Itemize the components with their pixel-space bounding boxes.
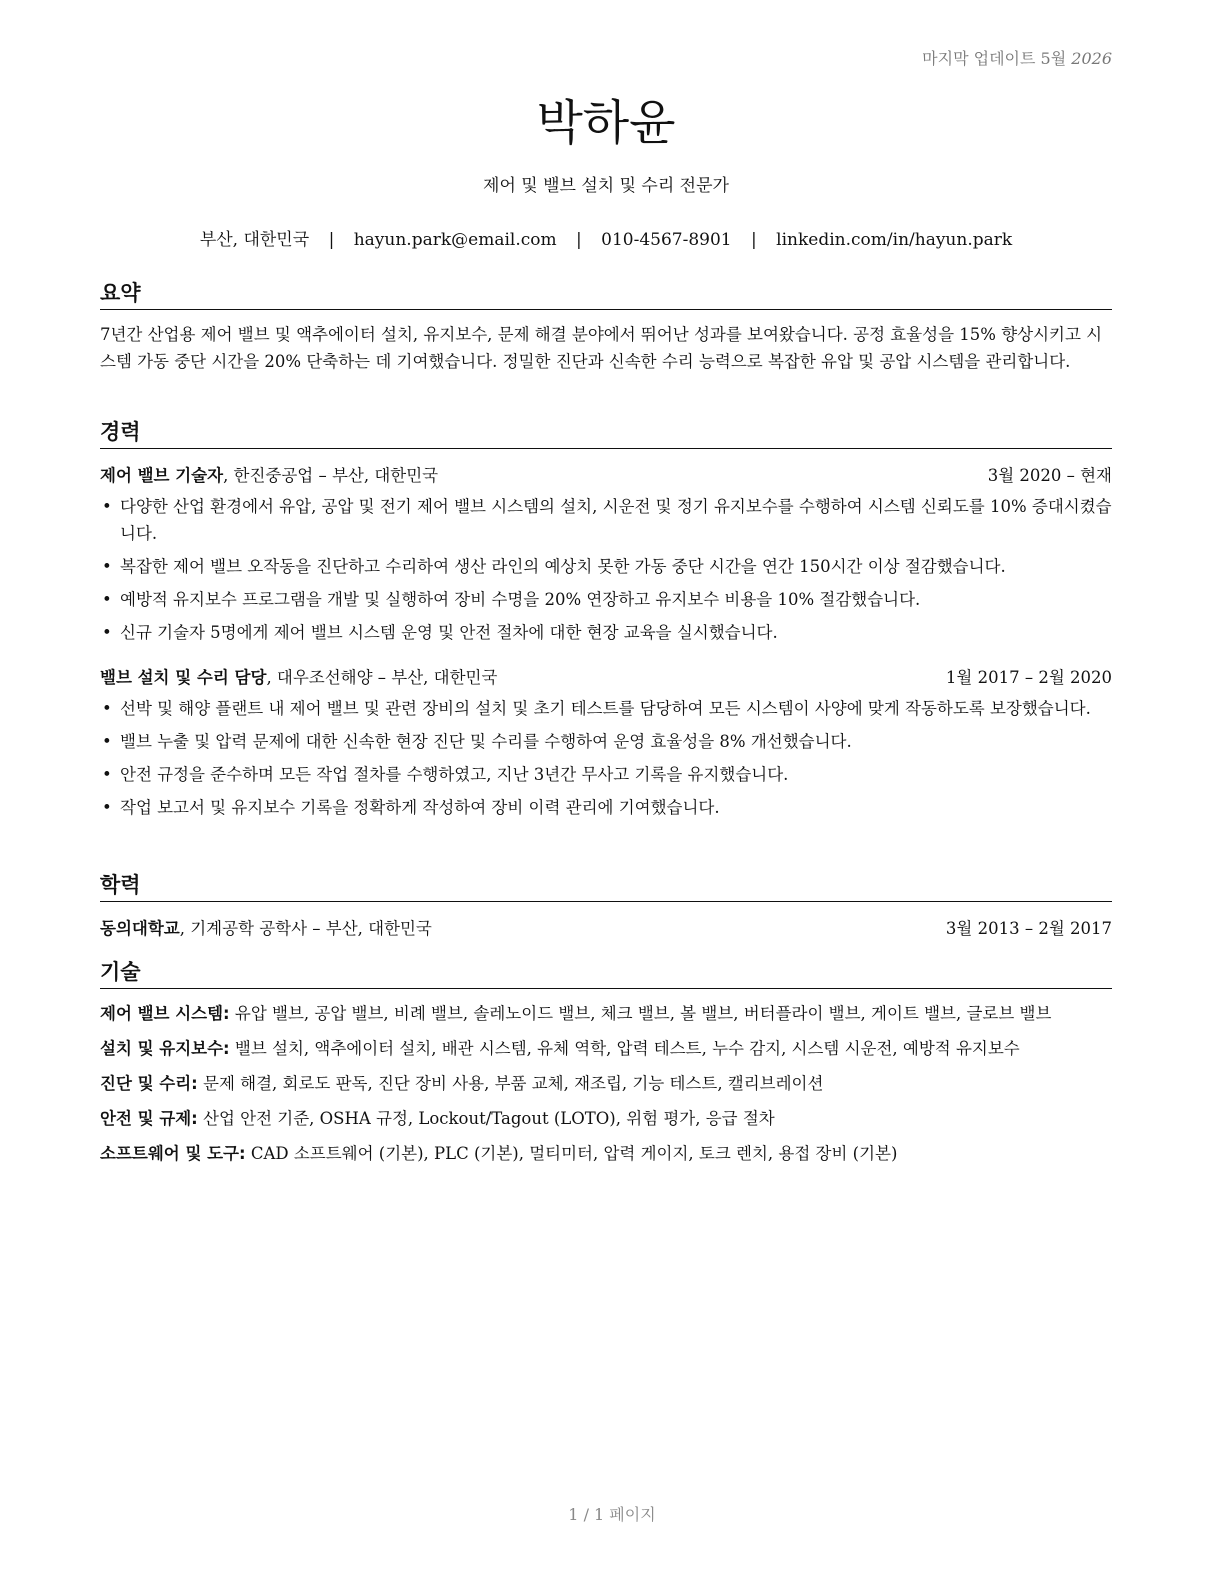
skill-label: 진단 및 수리: (100, 1074, 198, 1093)
list-item (100, 728, 1112, 755)
skill-value: CAD 소프트웨어 (기본), PLC (기본), 멀티미터, 압력 게이지, 토크 렌치, 용접 장비 (기본) (245, 1144, 898, 1163)
job-dates: 1월 2017 – 2월 2020 (945, 668, 1112, 687)
skill-value: 밸브 설치, 액추에이터 설치, 배관 시스템, 유체 역학, 압력 테스트, 누수 감지, 시스템 시운전, 예방적 유지보수 (229, 1039, 1020, 1058)
summary-text: 7년간 산업용 제어 밸브 및 액추에이터 설치, 유지보수, 문제 해결 분야에서 뛰어난 성과를 보여왔습니다. 공정 효율성을 15% 향상시키고 시스템 가동 중단 시간을 20% 단축하는 데 기여했습니다. 정밀한 진단과 신속한 수리 능력으로 복잡한 유압 및 공압 시스템을 관리합니다. (100, 325, 1103, 371)
bullet-text: 다양한 산업 환경에서 유압, 공압 및 전기 제어 밸브 시스템의 설치, 시운전 및 정기 유지보수를 수행하여 시스템 신뢰도를 10% 증대시켰습니다. (120, 497, 1112, 543)
contact-separator: | (328, 230, 335, 250)
job-title-line (100, 664, 497, 691)
skill-item (100, 1036, 1112, 1062)
skill-label: 설치 및 유지보수: (100, 1039, 230, 1058)
last-updated-month: 5월 (1040, 49, 1067, 68)
person-name: 박하윤 (536, 95, 676, 151)
bullet-icon: • (102, 699, 112, 718)
bullet-text: 안전 규정을 준수하며 모든 작업 절차를 수행하였고, 지난 3년간 무사고 기록을 유지했습니다. (120, 765, 789, 784)
education-heading: 학력 (100, 869, 1112, 902)
list-item (100, 493, 1112, 547)
list-item (100, 553, 1112, 580)
last-updated-prefix: 마지막 업데이트 (922, 49, 1036, 68)
education-detail: , 기계공학 공학사 – 부산, 대한민국 (179, 919, 432, 938)
skills-list (100, 1001, 1112, 1167)
job-title-line (100, 462, 438, 489)
bullet-text: 복잡한 제어 밸브 오작동을 진단하고 수리하여 생산 라인의 예상치 못한 가동 중단 시간을 연간 150시간 이상 절감했습니다. (120, 557, 1006, 576)
education-section (100, 869, 1112, 942)
bullet-icon: • (102, 557, 112, 576)
job-dates: 3월 2020 – 현재 (987, 466, 1112, 485)
list-item (100, 794, 1112, 821)
job-title: 제어 밸브 기술자 (100, 466, 224, 485)
job-bullets (100, 493, 1112, 646)
bullet-icon: • (102, 497, 112, 516)
school-name: 동의대학교 (100, 919, 180, 938)
headline: 제어 및 밸브 설치 및 수리 전문가 (483, 176, 729, 196)
list-item (100, 619, 1112, 646)
skill-value: 산업 안전 기준, OSHA 규정, Lockout/Tagout (LOTO), 위험 평가, 응급 절차 (197, 1109, 775, 1128)
bullet-icon: • (102, 590, 112, 609)
skill-item (100, 1106, 1112, 1132)
page-number: 1 / 1 페이지 (568, 1505, 656, 1524)
education-dates: 3월 2013 – 2월 2017 (945, 919, 1112, 938)
skills-heading: 기술 (100, 956, 1112, 989)
list-item (100, 761, 1112, 788)
last-updated (922, 46, 1112, 69)
list-item (100, 586, 1112, 613)
bullet-icon: • (102, 732, 112, 751)
job-bullets (100, 695, 1112, 821)
contact-phone: 010-4567-8901 (601, 230, 732, 250)
education-entry (100, 915, 1112, 942)
skill-value: 문제 해결, 회로도 판독, 진단 장비 사용, 부품 교체, 재조립, 기능 테스트, 캘리브레이션 (197, 1074, 824, 1093)
job-org: , 한진중공업 – 부산, 대한민국 (223, 466, 439, 485)
skill-value: 유압 밸브, 공압 밸브, 비례 밸브, 솔레노이드 밸브, 체크 밸브, 볼 밸브, 버터플라이 밸브, 게이트 밸브, 글로브 밸브 (229, 1004, 1052, 1023)
contact-linkedin[interactable]: linkedin.com/in/hayun.park (776, 230, 1013, 250)
summary-section (100, 277, 1112, 375)
skill-item (100, 1141, 1112, 1167)
skill-item (100, 1001, 1112, 1027)
bullet-icon: • (102, 623, 112, 642)
contact-line (100, 225, 1112, 250)
list-item (100, 695, 1112, 722)
job-header (100, 462, 1112, 489)
skill-label: 안전 및 규제: (100, 1109, 198, 1128)
education-line (100, 915, 432, 942)
contact-email[interactable]: hayun.park@email.com (353, 230, 557, 250)
job-entry (100, 664, 1112, 821)
last-updated-year: 2026 (1071, 49, 1112, 68)
contact-separator: | (576, 230, 582, 250)
job-header (100, 664, 1112, 691)
bullet-icon: • (102, 798, 112, 817)
bullet-text: 신규 기술자 5명에게 제어 밸브 시스템 운영 및 안전 절차에 대한 현장 교육을 실시했습니다. (120, 623, 778, 642)
skill-label: 소프트웨어 및 도구: (100, 1144, 246, 1163)
job-org: , 대우조선해양 – 부산, 대한민국 (266, 668, 498, 687)
skill-item (100, 1071, 1112, 1097)
bullet-text: 예방적 유지보수 프로그램을 개발 및 실행하여 장비 수명을 20% 연장하고 유지보수 비용을 10% 절감했습니다. (120, 590, 921, 609)
contact-separator: | (751, 230, 757, 250)
bullet-icon: • (102, 765, 112, 784)
job-title: 밸브 설치 및 수리 담당 (100, 668, 267, 687)
summary-heading: 요약 (100, 277, 1112, 310)
skill-label: 제어 밸브 시스템: (100, 1004, 230, 1023)
skills-section (100, 956, 1112, 1176)
bullet-text: 밸브 누출 및 압력 문제에 대한 신속한 현장 진단 및 수리를 수행하여 운영 효율성을 8% 개선했습니다. (120, 732, 852, 751)
bullet-text: 작업 보고서 및 유지보수 기록을 정확하게 작성하여 장비 이력 관리에 기여했습니다. (120, 798, 720, 817)
contact-location: 부산, 대한민국 (199, 230, 310, 250)
experience-section (100, 416, 1112, 827)
job-entry (100, 462, 1112, 646)
bullet-text: 선박 및 해양 플랜트 내 제어 밸브 및 관련 장비의 설치 및 초기 테스트를 담당하여 모든 시스템이 사양에 맞게 작동하도록 보장했습니다. (120, 699, 1091, 718)
experience-heading: 경력 (100, 416, 1112, 449)
